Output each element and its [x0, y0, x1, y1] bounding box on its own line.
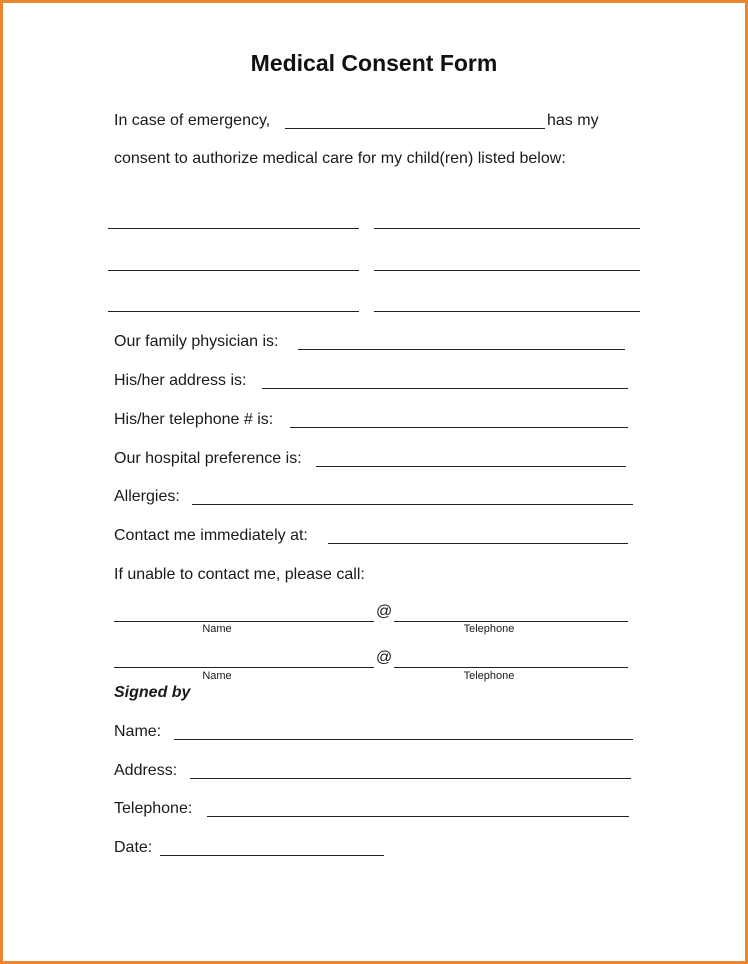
allergies-label: Allergies: — [114, 488, 180, 505]
child-name-field-2[interactable] — [374, 228, 640, 229]
emergency-contact-field[interactable] — [285, 128, 545, 129]
alt-contact-phone-field-2[interactable] — [394, 667, 628, 668]
page-title: Medical Consent Form — [250, 50, 498, 76]
sig-address-label: Address: — [114, 762, 178, 779]
contact-field[interactable] — [328, 543, 628, 544]
sig-address-field[interactable] — [190, 778, 631, 779]
telephone-caption-1: Telephone — [463, 623, 515, 635]
emergency-prefix: In case of emergency, — [114, 112, 271, 129]
alt-contact-name-field-1[interactable] — [114, 621, 374, 622]
alt-contact-phone-field-1[interactable] — [394, 621, 628, 622]
signed-by-heading: Signed by — [114, 684, 191, 701]
child-name-field-4[interactable] — [374, 270, 640, 271]
sig-telephone-label: Telephone: — [114, 800, 193, 817]
child-name-field-6[interactable] — [374, 311, 640, 312]
at-symbol-2: @ — [376, 649, 393, 666]
child-name-field-5[interactable] — [108, 311, 359, 312]
name-caption-2: Name — [202, 670, 232, 682]
sig-name-field[interactable] — [174, 739, 633, 740]
child-name-field-3[interactable] — [108, 270, 359, 271]
consent-text: consent to authorize medical care for my child(ren) listed below: — [114, 150, 566, 167]
sig-date-label: Date: — [114, 839, 153, 856]
physician-label: Our family physician is: — [114, 333, 279, 350]
telephone-caption-2: Telephone — [463, 670, 515, 682]
allergies-field[interactable] — [192, 504, 633, 505]
telephone-label: His/her telephone # is: — [114, 411, 274, 428]
telephone-field[interactable] — [290, 427, 628, 428]
hospital-label: Our hospital preference is: — [114, 450, 302, 467]
address-label: His/her address is: — [114, 372, 247, 389]
at-symbol-1: @ — [376, 603, 393, 620]
child-name-field-1[interactable] — [108, 228, 359, 229]
physician-field[interactable] — [298, 349, 625, 350]
hospital-field[interactable] — [316, 466, 626, 467]
sig-telephone-field[interactable] — [207, 816, 629, 817]
address-field[interactable] — [262, 388, 628, 389]
sig-name-label: Name: — [114, 723, 162, 740]
unable-contact-label: If unable to contact me, please call: — [114, 566, 365, 583]
emergency-suffix: has my — [547, 112, 599, 129]
contact-label: Contact me immediately at: — [114, 527, 308, 544]
sig-date-field[interactable] — [160, 855, 384, 856]
alt-contact-name-field-2[interactable] — [114, 667, 374, 668]
name-caption-1: Name — [202, 623, 232, 635]
